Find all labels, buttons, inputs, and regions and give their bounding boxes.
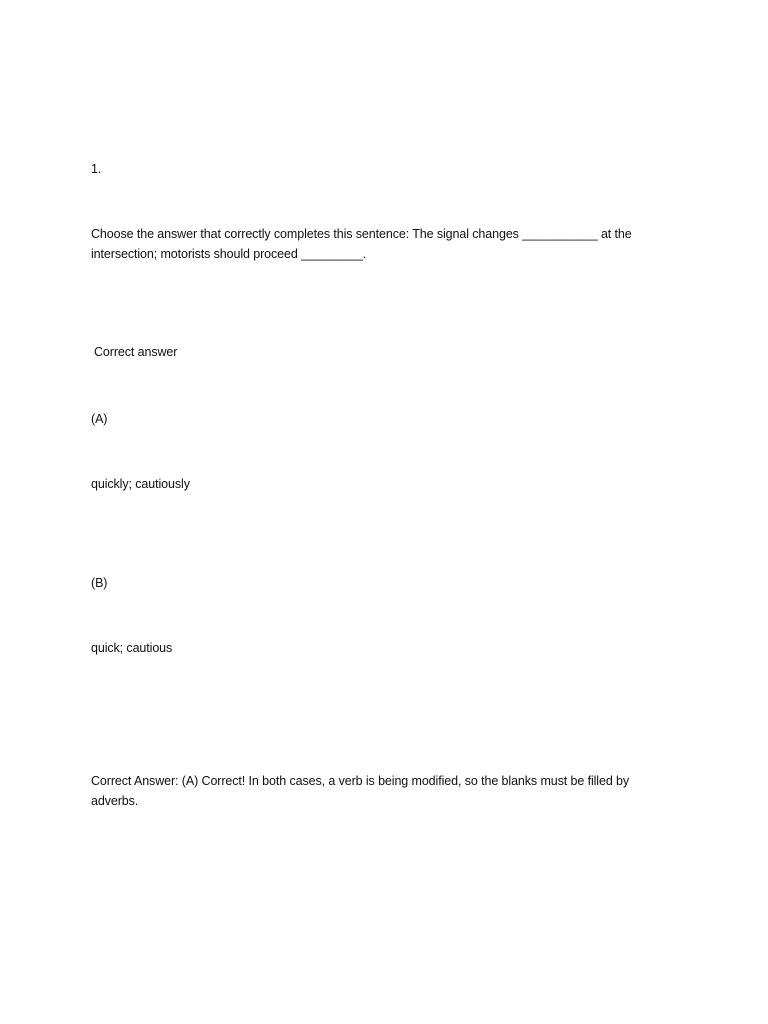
option-b-text: quick; cautious: [91, 641, 173, 655]
correct-answer-label: Correct answer: [94, 345, 178, 359]
option-a-label: (A): [91, 412, 108, 426]
question-number: 1.: [91, 162, 102, 176]
question-prompt: Choose the answer that correctly completes this sentence: The signal changes ___________ at the intersection; motorists should proceed _________.: [91, 227, 632, 261]
answer-explanation: Correct Answer: (A) Correct! In both cases, a verb is being modified, so the blanks must be filled by adverbs.: [91, 774, 630, 808]
option-a-text: quickly; cautiously: [91, 477, 190, 491]
option-b-label: (B): [91, 576, 108, 590]
